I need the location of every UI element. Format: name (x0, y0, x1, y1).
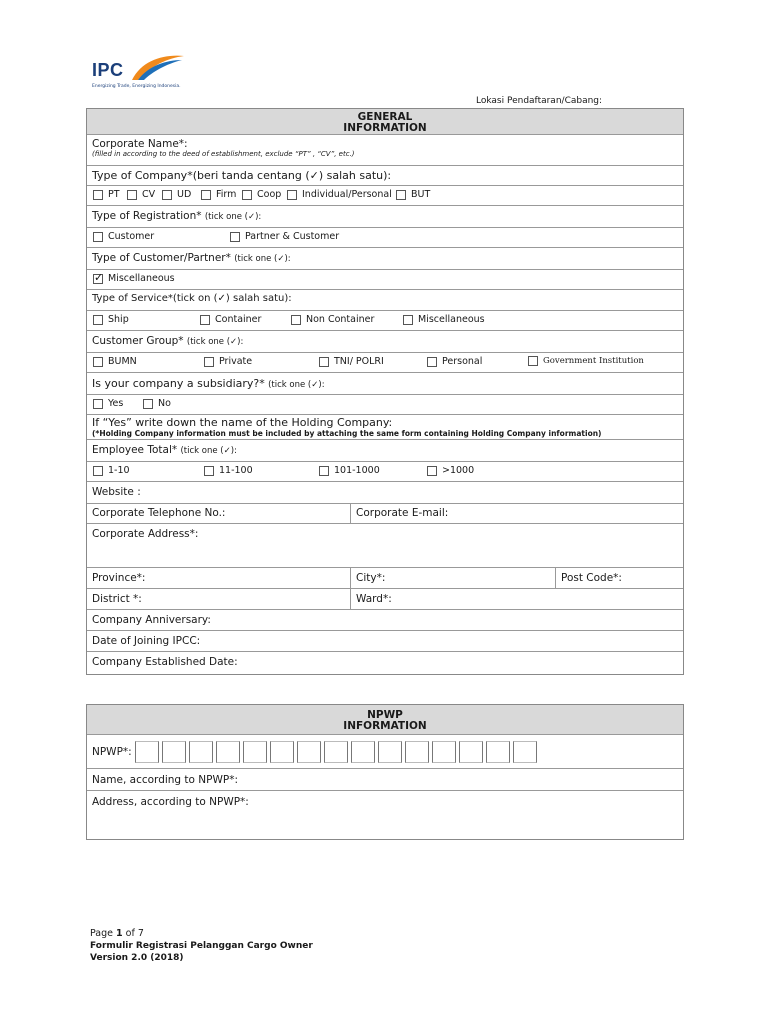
checkbox[interactable] (319, 466, 329, 476)
option-label: Firm (216, 189, 237, 200)
npwp-title-line2: INFORMATION (343, 720, 427, 732)
checkbox[interactable] (427, 357, 437, 367)
checkbox[interactable] (287, 190, 297, 200)
option-label: Private (219, 356, 253, 367)
npwp-number-row (87, 735, 683, 769)
option-firm[interactable] (201, 189, 236, 200)
option-11-100[interactable] (204, 465, 253, 476)
option-label: 101-1000 (334, 465, 380, 476)
established-field[interactable] (87, 652, 683, 674)
option-label: Customer (108, 231, 155, 242)
joining-label: Date of Joining IPCC: (92, 635, 201, 647)
option-label: Personal (442, 356, 483, 367)
joining-field[interactable] (87, 631, 683, 652)
option-bumn[interactable] (93, 356, 137, 367)
npwp-label: NPWP*: (92, 745, 132, 758)
page-footer (90, 928, 313, 964)
service-type-row (87, 290, 683, 311)
option-label: Individual/Personal (302, 189, 392, 200)
option-1-10[interactable] (93, 465, 130, 476)
option-label: PT (108, 189, 120, 200)
subsidiary-row (87, 373, 683, 395)
checkbox[interactable] (204, 466, 214, 476)
checkbox[interactable] (127, 190, 137, 200)
website-label: Website : (92, 486, 141, 498)
subsidiary-label: Is your company a subsidiary?* (92, 377, 265, 390)
option-label: Ship (108, 314, 129, 325)
employee-row (87, 440, 683, 462)
form-title: Formulir Registrasi Pelanggan Cargo Owner (90, 941, 313, 951)
page-suffix: of 7 (122, 928, 144, 939)
option-government[interactable] (528, 356, 644, 366)
npwp-digit-boxes[interactable] (135, 741, 540, 763)
npwp-digit-box[interactable] (378, 741, 402, 763)
city-field[interactable] (350, 568, 555, 588)
corporate-name-field[interactable] (87, 135, 683, 166)
checkbox[interactable] (528, 356, 538, 366)
option-container[interactable] (200, 314, 261, 325)
npwp-digit-box[interactable] (216, 741, 240, 763)
npwp-information-section (86, 704, 684, 840)
partner-type-row (87, 248, 683, 270)
option-101-1000[interactable] (319, 465, 380, 476)
option-personal[interactable] (427, 356, 482, 367)
company-type-options (87, 186, 683, 206)
ward-label: Ward*: (356, 593, 392, 605)
lokasi-pendaftaran: Lokasi Pendaftaran/Cabang: (476, 96, 603, 106)
option-label: Government Institution (543, 356, 644, 366)
option-no[interactable] (143, 398, 171, 409)
email-field[interactable] (350, 504, 683, 523)
npwp-digit-box[interactable] (135, 741, 159, 763)
post-code-label: Post Code*: (561, 572, 622, 584)
employee-hint: (tick one (✓): (180, 446, 237, 456)
ipc-logo (92, 52, 202, 94)
email-label: Corporate E-mail: (356, 507, 449, 519)
npwp-digit-box[interactable] (486, 741, 510, 763)
general-information-section (86, 108, 684, 675)
npwp-digit-box[interactable] (270, 741, 294, 763)
address-field[interactable] (87, 524, 683, 568)
npwp-address-label: Address, according to NPWP*: (92, 796, 249, 808)
checkbox[interactable] (396, 190, 406, 200)
registration-label: Type of Registration* (92, 210, 202, 222)
established-label: Company Established Date: (92, 656, 238, 668)
checkbox[interactable] (200, 315, 210, 325)
option-label: Miscellaneous (108, 273, 175, 284)
registration-options (87, 228, 683, 248)
npwp-digit-box[interactable] (297, 741, 321, 763)
page-prefix: Page (90, 928, 117, 939)
checkbox[interactable] (201, 190, 211, 200)
checkbox[interactable] (204, 357, 214, 367)
option-tni-polri[interactable] (319, 356, 384, 367)
checkbox[interactable] (242, 190, 252, 200)
checkbox[interactable] (93, 466, 103, 476)
option-label: Miscellaneous (418, 314, 485, 325)
checkbox[interactable] (291, 315, 301, 325)
npwp-digit-box[interactable] (405, 741, 429, 763)
npwp-digit-box[interactable] (351, 741, 375, 763)
option-ud[interactable] (162, 189, 191, 200)
holding-label: If “Yes” write down the name of the Holding Company: (92, 416, 393, 429)
city-label: City*: (356, 572, 386, 584)
npwp-digit-box[interactable] (432, 741, 456, 763)
service-options (87, 311, 683, 331)
option-customer[interactable] (93, 231, 154, 242)
checkbox[interactable] (319, 357, 329, 367)
checkbox[interactable] (93, 232, 103, 242)
telephone-field[interactable] (87, 504, 350, 523)
option-label: Non Container (306, 314, 375, 325)
logo-tagline: Energizing Trade, Energizing Indonesia. (92, 84, 181, 89)
ward-field[interactable] (350, 589, 683, 609)
option-private[interactable] (204, 356, 252, 367)
anniversary-field[interactable] (87, 610, 683, 631)
holding-company-field[interactable] (87, 415, 683, 440)
option-label: No (158, 398, 171, 409)
option-label: BUMN (108, 356, 137, 367)
customer-group-row (87, 331, 683, 353)
npwp-title-line1: NPWP (367, 709, 403, 721)
checkbox[interactable] (230, 232, 240, 242)
npwp-digit-box[interactable] (162, 741, 186, 763)
npwp-digit-box[interactable] (189, 741, 213, 763)
anniversary-label: Company Anniversary: (92, 614, 211, 626)
group-label: Customer Group* (92, 335, 184, 347)
npwp-digit-box[interactable] (459, 741, 483, 763)
subsidiary-hint: (tick one (✓): (268, 380, 325, 390)
option-cv[interactable] (127, 189, 155, 200)
checkbox[interactable] (93, 315, 103, 325)
post-code-field[interactable] (555, 568, 683, 588)
option-label: 11-100 (219, 465, 253, 476)
province-label: Province*: (92, 572, 146, 584)
province-field[interactable] (87, 568, 350, 588)
form-version: Version 2.0 (2018) (90, 953, 184, 963)
partner-hint: (tick one (✓): (234, 254, 291, 264)
npwp-section-header (87, 705, 683, 735)
checkbox[interactable] (93, 399, 103, 409)
option-coop[interactable] (242, 189, 281, 200)
section-title-line2: INFORMATION (343, 122, 427, 134)
option-label: Yes (108, 398, 124, 409)
checkbox[interactable] (403, 315, 413, 325)
address-label: Corporate Address*: (92, 528, 199, 540)
company-type-label: Type of Company*(beri tanda centang (✓) salah satu): (92, 169, 392, 182)
service-label: Type of Service*(tick on (✓) salah satu): (92, 293, 292, 304)
option-label: BUT (411, 189, 431, 200)
checkbox[interactable] (93, 190, 103, 200)
partner-options (87, 270, 683, 290)
website-field[interactable] (87, 482, 683, 504)
holding-note: (*Holding Company information must be included by attaching the same form containing Holding Company information) (92, 429, 602, 438)
option-label: UD (177, 189, 192, 200)
page-number (90, 928, 313, 940)
section-title-line1: GENERAL (357, 111, 413, 123)
npwp-address-field[interactable] (87, 791, 683, 839)
company-type-row (87, 166, 683, 186)
option-label: >1000 (442, 465, 475, 476)
contact-row (87, 504, 683, 524)
page-current: 1 (116, 928, 123, 939)
option-1000-plus[interactable] (427, 465, 474, 476)
option-miscellaneous[interactable] (93, 273, 175, 284)
employee-label: Employee Total* (92, 444, 178, 456)
checkbox[interactable] (143, 399, 153, 409)
corporate-name-label: Corporate Name*: (92, 138, 188, 150)
option-but[interactable] (396, 189, 430, 200)
option-label: Coop (257, 189, 282, 200)
section-header (87, 109, 683, 135)
checkbox[interactable] (93, 357, 103, 367)
logo-swoosh-icon (130, 52, 186, 82)
district-row (87, 589, 683, 610)
option-service-miscellaneous[interactable] (403, 314, 485, 325)
registration-hint: (tick one (✓): (204, 212, 262, 222)
npwp-digit-box[interactable] (243, 741, 267, 763)
option-partner-customer[interactable] (230, 231, 339, 242)
partner-label: Type of Customer/Partner* (92, 252, 231, 264)
npwp-digit-box[interactable] (324, 741, 348, 763)
option-yes[interactable] (93, 398, 123, 409)
npwp-name-field[interactable] (87, 769, 683, 791)
telephone-label: Corporate Telephone No.: (92, 507, 226, 519)
registration-type-row (87, 206, 683, 228)
npwp-name-label: Name, according to NPWP*: (92, 774, 238, 786)
option-label: CV (142, 189, 156, 200)
option-label: Container (215, 314, 262, 325)
option-pt[interactable] (93, 189, 120, 200)
option-label: Partner & Customer (245, 231, 340, 242)
checkbox[interactable] (162, 190, 172, 200)
district-field[interactable] (87, 589, 350, 609)
district-label: District *: (92, 593, 142, 605)
checkbox[interactable] (427, 466, 437, 476)
corporate-name-hint: (filled in according to the deed of establishment, exclude “PT” , “CV”, etc.) (92, 150, 355, 158)
employee-options (87, 462, 683, 482)
option-non-container[interactable] (291, 314, 374, 325)
checkbox-checked[interactable] (93, 274, 103, 284)
location-row (87, 568, 683, 589)
logo-text: IPC (92, 60, 124, 80)
option-label: TNI/ POLRI (334, 356, 384, 367)
option-ship[interactable] (93, 314, 129, 325)
subsidiary-options (87, 395, 683, 415)
npwp-digit-box[interactable] (513, 741, 537, 763)
group-hint: (tick one (✓): (186, 337, 244, 347)
option-individual[interactable] (287, 189, 392, 200)
option-label: 1-10 (108, 465, 130, 476)
group-options (87, 353, 683, 373)
